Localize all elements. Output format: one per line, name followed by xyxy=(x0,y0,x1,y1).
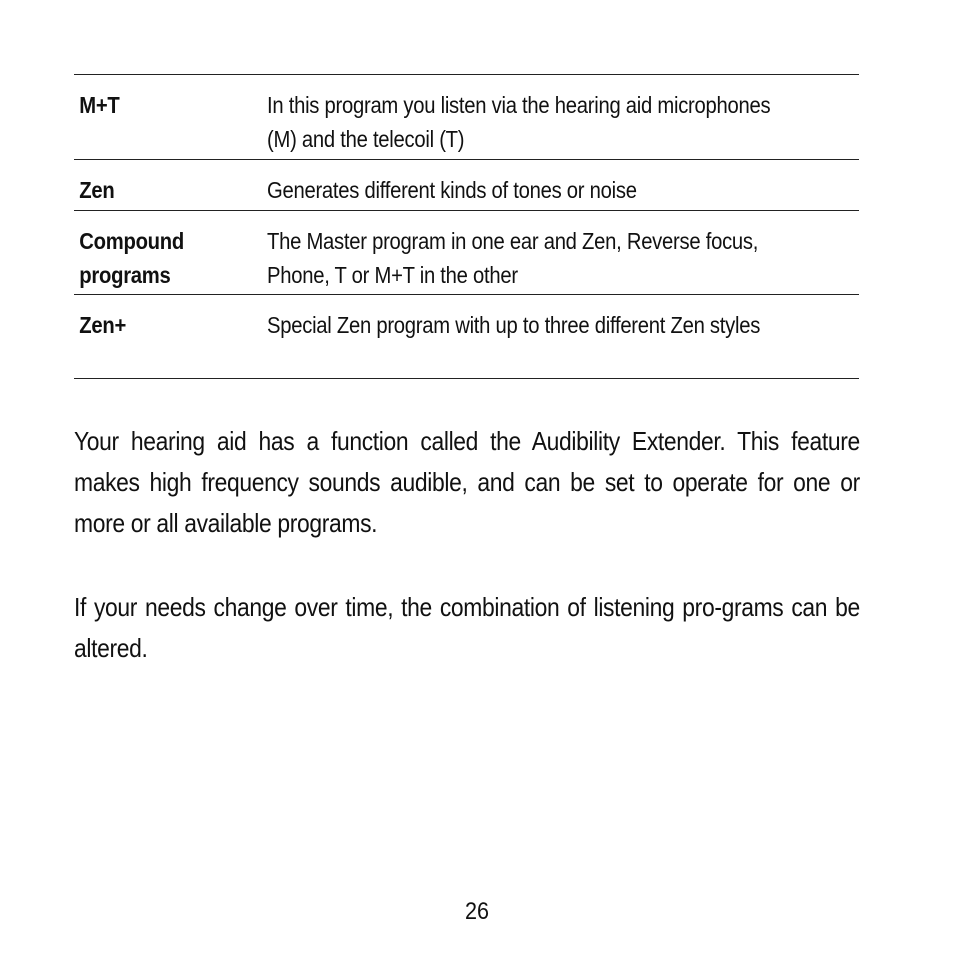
body-paragraph: If your needs change over time, the combination of listening pro-grams can be altered. xyxy=(74,592,860,663)
program-description: Generates different kinds of tones or noise xyxy=(267,177,637,203)
paragraph-program-changes xyxy=(74,587,860,669)
table-row xyxy=(74,75,859,160)
body-paragraph: Your hearing aid has a function called the Audibility Extender. This feature makes high frequency sounds audible, and can be set to operate for one or more or all available programs. xyxy=(74,426,860,538)
page-content xyxy=(74,74,859,379)
program-term: Zen xyxy=(79,177,115,203)
program-description: Special Zen program with up to three different Zen styles xyxy=(267,312,761,338)
programs-table xyxy=(74,74,859,379)
page-number: 26 xyxy=(464,898,490,925)
program-description: In this program you listen via the hearing aid microphones (M) and the telecoil (T) xyxy=(267,92,771,152)
program-term: M+T xyxy=(79,92,120,118)
paragraph-audibility-extender xyxy=(74,421,860,544)
table-row xyxy=(74,211,859,295)
program-term: Compound programs xyxy=(79,228,184,288)
program-description: The Master program in one ear and Zen, Reverse focus, Phone, T or M+T in the other xyxy=(267,228,759,288)
table-row xyxy=(74,295,859,379)
program-term: Zen+ xyxy=(79,312,127,338)
table-row xyxy=(74,160,859,211)
